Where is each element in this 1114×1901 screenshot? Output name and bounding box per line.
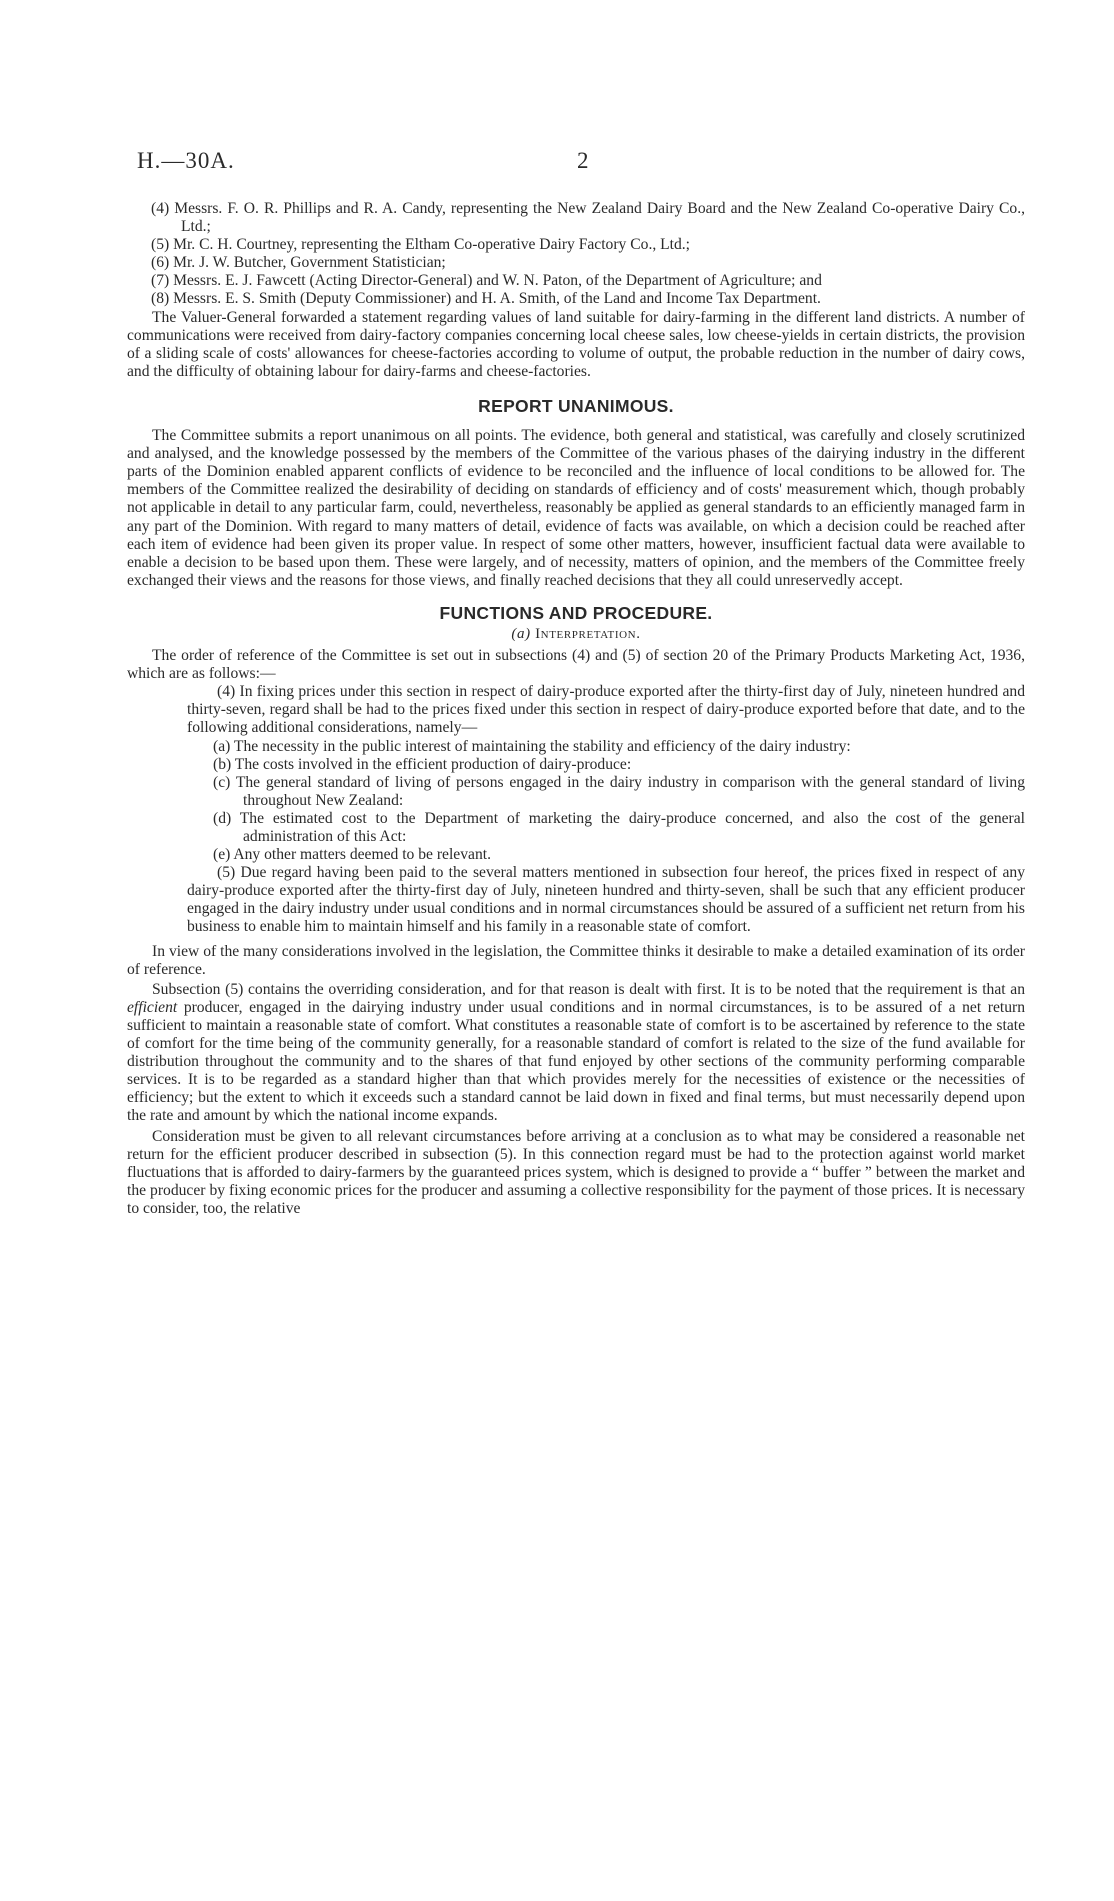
attendee-item: (4) Messrs. F. O. R. Phillips and R. A. Candy, representing the New Zealand Dairy Board and the New Zealand Co-operative Dairy Co., Ltd.; (151, 200, 1025, 236)
view-paragraph: In view of the many considerations involved in the legislation, the Committee thinks it desirable to make a detailed examination of its order of reference. (127, 942, 1025, 978)
efficient-emphasis: efficient (127, 998, 178, 1016)
subsection-5-paragraph (127, 981, 1025, 1126)
consideration-paragraph: Consideration must be given to all relevant circumstances before arriving at a conclusion as to what may be considered a reasonable net return for the efficient producer described in subsection (5). In this connection regard must be had to the protection against world market fluctuations that is afforded to dairy-farmers by the guaranteed prices system, which is designed to provide a “ buffer ” between the market and the producer by fixing economic prices for the producer and assuming a collective responsibility for the payment of those prices. It is necessary to consider, too, the relative (127, 1127, 1025, 1217)
functions-heading: FUNCTIONS AND PROCEDURE. (439, 602, 713, 623)
report-heading: REPORT UNANIMOUS. (478, 395, 674, 416)
attendee-item: (6) Mr. J. W. Butcher, Government Statistician; (151, 254, 446, 272)
intro-paragraph: The Valuer-General forwarded a statement regarding values of land suitable for dairy-farming in the different land districts. A number of communications were received from dairy-factory companies concerning local cheese sales, low cheese-yields in certain districts, the provision of a sliding scale of costs' allowances for cheese-factories according to volume of output, the probable reduction in the number of dairy cows, and the difficulty of obtaining labour for dairy-farms and cheese-factories. (127, 308, 1025, 380)
attendee-list (127, 200, 1025, 309)
subheading-letter: (a) (511, 625, 531, 642)
attendee-item: (5) Mr. C. H. Courtney, representing the Eltham Co-operative Dairy Factory Co., Ltd.; (151, 236, 691, 254)
quote-item: (e) Any other matters deemed to be relevant. (213, 846, 491, 864)
subsection-5-text-b: producer, engaged in the dairying industry under usual conditions and in normal circumstances, is to be assured of a net return sufficient to maintain a reasonable state of comfort. What constitutes a reasonable state of comfort is to be ascertained by reference to the state of comfort for the time being of the community generally, for a reasonable standard of comfort is related to the size of the fund available for distribution throughout the community and to the shares of that fund enjoyed by other sections of the community performing comparable services. It is to be regarded as a standard higher than that which provides merely for the necessities of existence or the necessities of efficiency; but the extent to which it exceeds such a standard cannot be laid down in fixed and final terms, but must necessarily depend upon the rate and amount by which the national income expands. (127, 998, 1025, 1125)
quote-item: (d) The estimated cost to the Department of marketing the dairy-produce concerned, and also the cost of the general administration of this Act: (213, 809, 1025, 845)
quote-subsection-4: (4) In fixing prices under this section in respect of dairy-produce exported after the thirty-first day of July, nineteen hundred and thirty-seven, regard shall be had to the prices fixed under this section in respect of dairy-produce exported before that date, and to the following additional considerations, namely— (187, 683, 1025, 737)
page-number: 2 (577, 148, 590, 173)
quote-item: (b) The costs involved in the efficient production of dairy-produce: (213, 755, 632, 773)
statute-quote (187, 683, 1025, 936)
order-intro-paragraph: The order of reference of the Committee is set out in subsections (4) and (5) of section 20 of the Primary Products Marketing Act, 1936, which are as follows:— (127, 647, 1025, 683)
attendee-item: (7) Messrs. E. J. Fawcett (Acting Director-General) and W. N. Paton, of the Department of Agriculture; and (151, 272, 822, 290)
subheading-text: Interpretation. (535, 625, 641, 642)
quote-item: (a) The necessity in the public interest of maintaining the stability and efficiency of the dairy industry: (213, 737, 851, 755)
page-header (137, 148, 937, 178)
quote-item: (c) The general standard of living of persons engaged in the dairy industry in comparison with the general standard of living throughout New Zealand: (213, 773, 1025, 809)
subsection-5-text-a: Subsection (5) contains the overriding consideration, and for that reason is dealt with first. It is to be noted that the requirement is that an (152, 980, 1025, 998)
attendee-item: (8) Messrs. E. S. Smith (Deputy Commissioner) and H. A. Smith, of the Land and Income Tax Department. (151, 290, 821, 308)
report-paragraph: The Committee submits a report unanimous on all points. The evidence, both general and statistical, was carefully and closely scrutinized and analysed, and the knowledge possessed by the members of the Committee of the various phases of the dairying industry in the different parts of the Dominion enabled apparent conflicts of evidence to be reconciled and the influence of local conditions to be allowed for. The members of the Committee realized the desirability of deciding on standards of efficiency and of costs' measurement which, though probably not applicable in detail to any particular farm, could, nevertheless, reasonably be applied as general standards to an efficiently managed farm in any part of the Dominion. With regard to many matters of detail, evidence of facts was available, on which a decision could be reached after each item of evidence had been given its proper value. In respect of some other matters, however, insufficient factual data were available to enable a decision to be based upon them. These were largely, and of necessity, matters of opinion, and the members of the Committee freely exchanged their views and the reasons for those views, and finally reached decisions that they all could unreservedly accept. (127, 427, 1025, 589)
document-reference: H.—30A. (137, 148, 235, 173)
quote-subsection-5: (5) Due regard having been paid to the several matters mentioned in subsection four hereof, the prices fixed in respect of any dairy-produce exported after the thirty-first day of July, nineteen hundred and thirty-seven, shall be such that any efficient producer engaged in the dairy industry under usual conditions and in normal circumstances should be assured of a sufficient net return from his business to enable him to maintain himself and his family in a reasonable state of comfort. (187, 864, 1025, 936)
interpretation-subheading (127, 625, 1025, 643)
page-body (127, 200, 1025, 1218)
